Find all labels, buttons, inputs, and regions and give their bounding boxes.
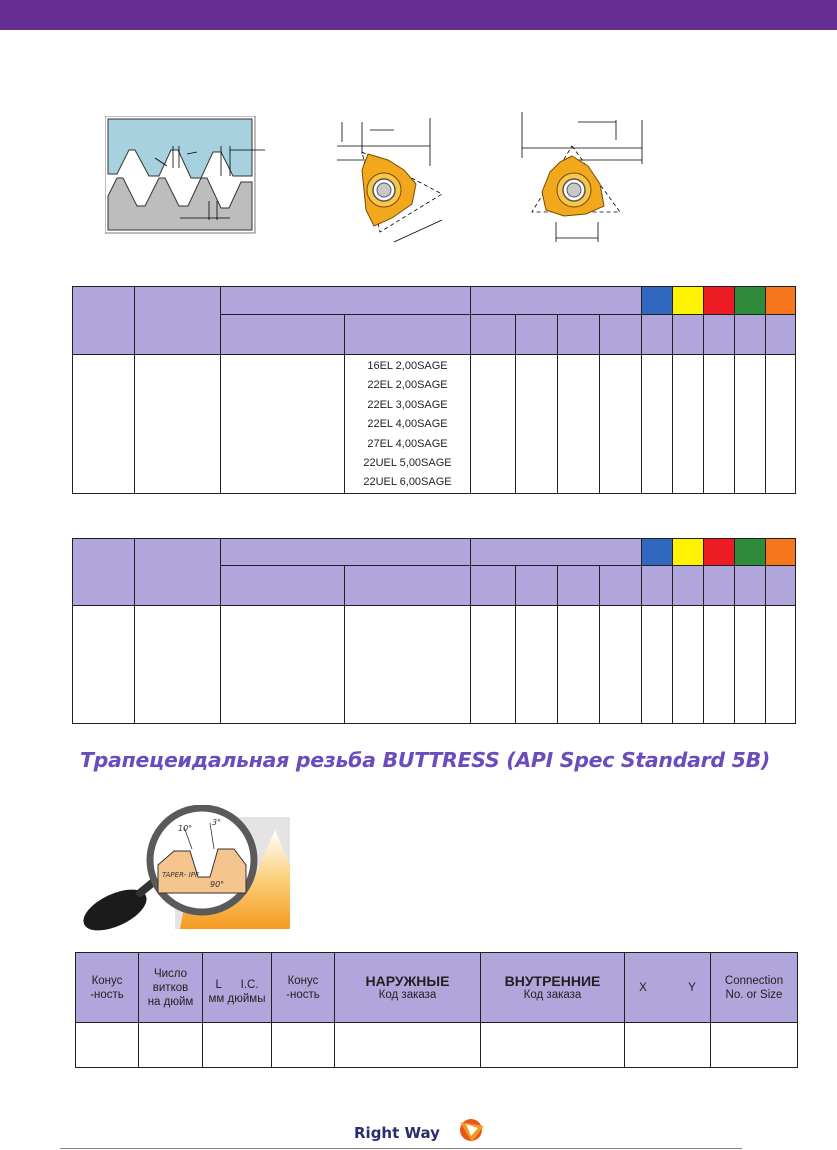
order-code: 22EL 3,00SAGE (367, 398, 448, 411)
data-cell (335, 1023, 481, 1068)
order-code: 16EL 2,00SAGE (367, 360, 448, 372)
body-cell (735, 606, 766, 724)
col-internal (481, 953, 625, 1023)
grade-color-orange (766, 539, 796, 566)
col-y-label: Y (688, 981, 696, 994)
header-cell (673, 566, 704, 606)
header-cell (471, 566, 516, 606)
grade-color-red (704, 287, 735, 315)
angle-90-label: 90° (210, 880, 225, 889)
body-cell (704, 355, 735, 494)
data-cell (481, 1023, 625, 1068)
thread-diagrams (100, 108, 660, 248)
header-cell (735, 315, 766, 355)
body-cell (600, 355, 642, 494)
col-inches-label: дюймы (227, 992, 266, 1005)
header-cell (221, 315, 345, 355)
header-cell (471, 315, 516, 355)
header-cell (221, 566, 345, 606)
body-cell (558, 355, 600, 494)
grade-color-yellow (673, 287, 704, 315)
header-cell (135, 287, 221, 355)
body-cell (673, 355, 704, 494)
header-cell (345, 566, 471, 606)
body-cell (516, 355, 558, 494)
col-threads-label-1: Число (153, 967, 188, 980)
col-internal-sub: Код заказа (523, 988, 582, 1001)
header-cell (135, 539, 221, 606)
col-taper-label: Конус -ность (90, 974, 124, 1001)
header-cell (673, 315, 704, 355)
body-cell (735, 355, 766, 494)
order-code: 22EL 4,00SAGE (367, 418, 448, 431)
col-xy (625, 953, 711, 1023)
col-external-sub: Код заказа (378, 988, 437, 1001)
col-threads-label-2: витков (152, 981, 189, 994)
col-l-ic (203, 953, 272, 1023)
grade-color-red (704, 539, 735, 566)
header-cell (516, 315, 558, 355)
header-cell (558, 566, 600, 606)
header-cell (766, 566, 796, 606)
grade-color-orange (766, 287, 796, 315)
grade-color-yellow (673, 539, 704, 566)
header-cell (345, 315, 471, 355)
header-cell (600, 315, 642, 355)
header-cell (704, 566, 735, 606)
col-taper (76, 953, 139, 1023)
body-cell (471, 355, 516, 494)
header-bar (0, 0, 837, 30)
body-cell (558, 606, 600, 724)
footer-brand: Right Way (354, 1124, 440, 1142)
footer-divider (60, 1148, 742, 1149)
data-cell (139, 1023, 203, 1068)
body-cell (766, 355, 796, 494)
body-cell (766, 606, 796, 724)
col-x-label: X (639, 981, 647, 994)
grade-color-blue (642, 539, 673, 566)
body-cell (704, 606, 735, 724)
header-cell (704, 315, 735, 355)
brand-logo-icon (456, 1116, 488, 1144)
body-cell (135, 606, 221, 724)
header-cell (642, 566, 673, 606)
grade-color-blue (642, 287, 673, 315)
buttress-table (75, 952, 798, 1068)
col-connection (711, 953, 798, 1023)
header-cell (766, 315, 796, 355)
data-cell (711, 1023, 798, 1068)
body-cell (73, 355, 135, 494)
header-cell (642, 315, 673, 355)
insert-internal-diagram (512, 110, 652, 245)
col-internal-label: ВНУТРЕННИЕ (504, 972, 601, 989)
taper-label: TAPER- IPF (162, 871, 199, 879)
order-code: 22UEL 5,00SAGE (363, 456, 452, 469)
header-cell (471, 539, 642, 566)
data-cell (625, 1023, 711, 1068)
insert-external-diagram (332, 114, 452, 249)
col-external-label: НАРУЖНЫЕ (365, 972, 450, 989)
header-cell (600, 566, 642, 606)
body-cell (516, 606, 558, 724)
body-cell (221, 606, 345, 724)
col-ic-label: I.C. (240, 978, 259, 991)
data-cell (76, 1023, 139, 1068)
col-connection-label-2: No. or Size (725, 988, 783, 1001)
order-code: 22UEL 6,00SAGE (363, 476, 452, 489)
order-code: 22EL 2,00SAGE (367, 379, 448, 392)
body-cell (642, 355, 673, 494)
magnifier-thread-illustration (80, 805, 305, 935)
header-cell (221, 539, 471, 566)
body-cell (221, 355, 345, 494)
angle-3-label: 3° (212, 818, 222, 827)
angle-10-label: 10° (178, 824, 193, 833)
body-cell (673, 606, 704, 724)
body-cell (73, 606, 135, 724)
data-cell (272, 1023, 335, 1068)
body-cell (471, 606, 516, 724)
header-cell (73, 539, 135, 606)
grade-color-green (735, 539, 766, 566)
col-threads-label-3: на дюйм (147, 995, 194, 1008)
insert-table-2 (72, 538, 796, 724)
col-connection-label-1: Connection (724, 974, 784, 987)
col-taper-2-label: Конус -ность (286, 974, 320, 1001)
header-cell (735, 566, 766, 606)
col-mm-label: мм (208, 992, 225, 1005)
header-cell (221, 287, 471, 315)
col-threads-per-inch (139, 953, 203, 1023)
col-external (335, 953, 481, 1023)
header-cell (516, 566, 558, 606)
col-taper-2 (272, 953, 335, 1023)
body-cell (345, 606, 471, 724)
order-code: 27EL 4,00SAGE (367, 437, 448, 450)
header-cell (471, 287, 642, 315)
insert-table-1 (72, 286, 796, 494)
order-code-cell (345, 355, 471, 494)
data-cell (203, 1023, 272, 1068)
header-cell (73, 287, 135, 355)
order-code-list (345, 355, 470, 493)
thread-profile-diagram (105, 116, 275, 241)
col-l-label: L (215, 978, 222, 991)
grade-color-green (735, 287, 766, 315)
header-cell (558, 315, 600, 355)
section-title: Трапецеидальная резьба BUTTRESS (API Spec Standard 5B) (80, 748, 770, 772)
body-cell (642, 606, 673, 724)
body-cell (600, 606, 642, 724)
body-cell (135, 355, 221, 494)
